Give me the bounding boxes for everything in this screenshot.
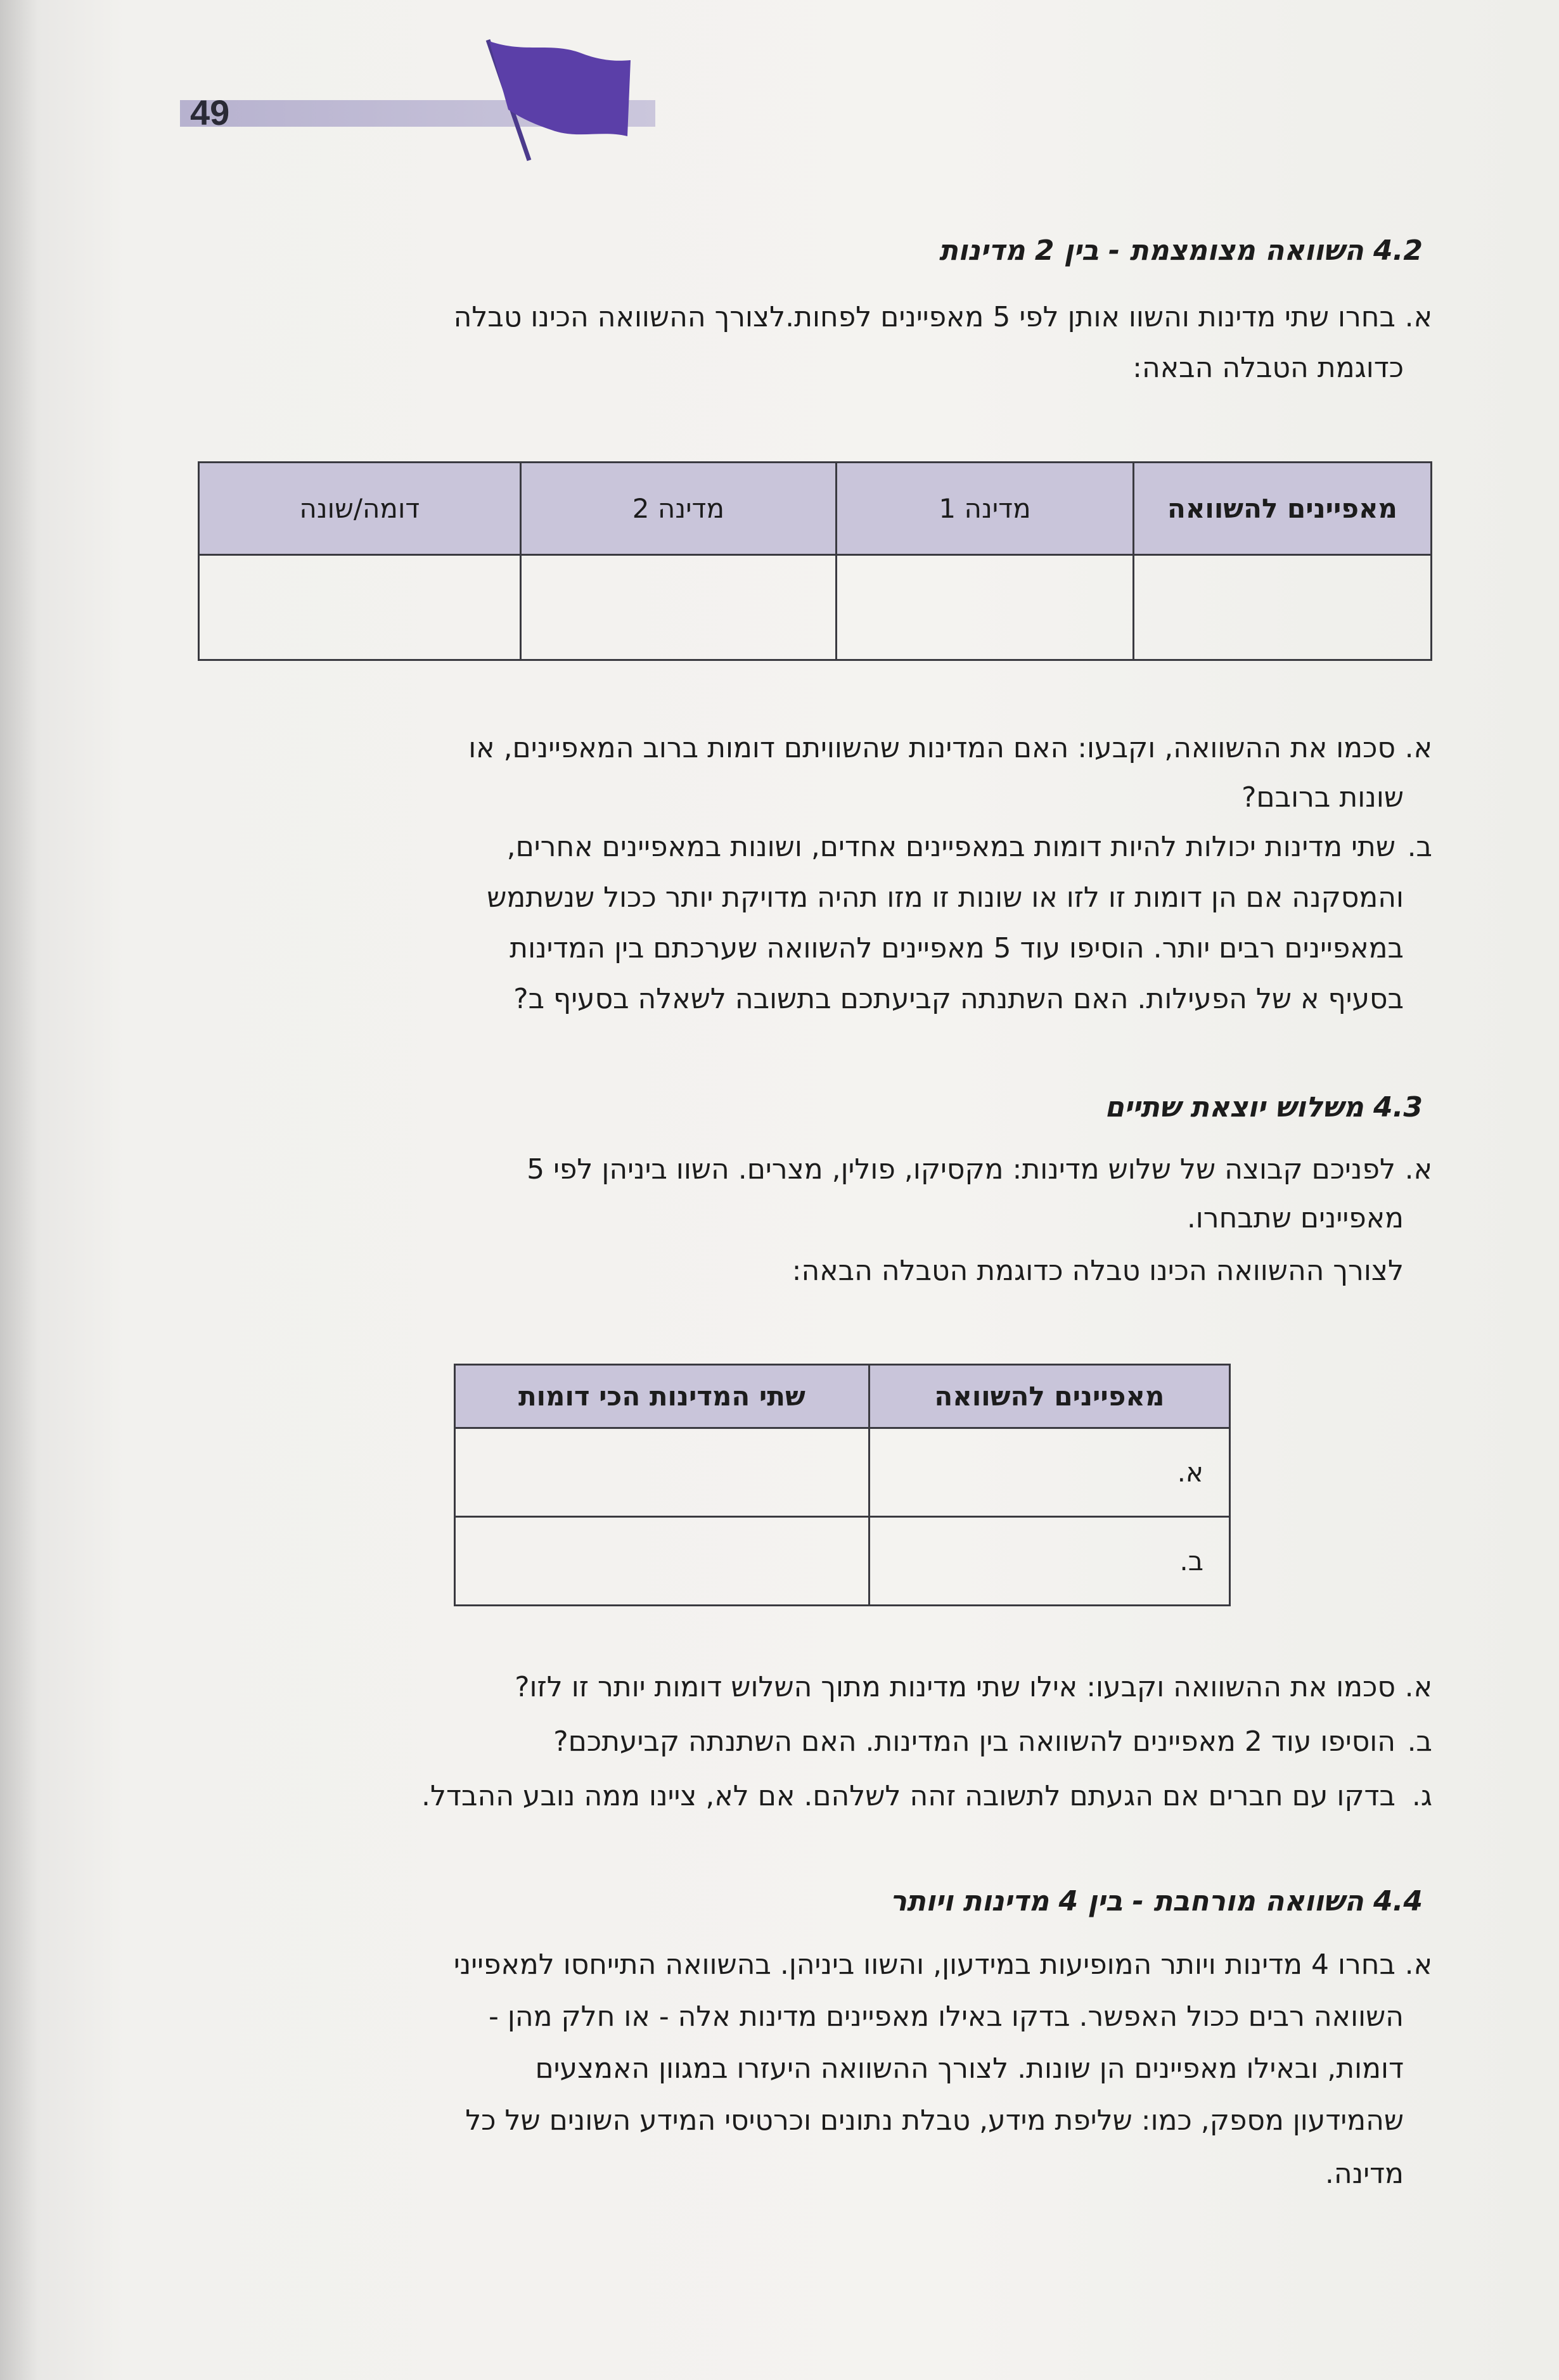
table-header: שתי המדינות הכי דומות [455,1365,869,1428]
table-row-label: ב. [869,1517,1229,1606]
sec44-item-a [454,1939,1432,1991]
table-row-label: א. [869,1428,1229,1517]
item-text: בחרו שתי מדינות והשוו אותן לפי 5 מאפיינים לפחות.לצורך ההשוואה הכינו טבלה [453,301,1395,333]
sec43-question-a [515,1661,1432,1713]
section-4-2-title: 4.2 השוואה מצומצמת - בין 2 מדינות [939,234,1423,267]
sec42-question-b-line4: בסעיף א של הפעילות. האם השתנתה קביעתכם בתשובה לשאלה בסעיף ב? [513,983,1404,1015]
table-cell [837,555,1134,660]
sec43-question-b [553,1716,1432,1768]
item-text: הוסיפו עוד 2 מאפיינים להשוואה בין המדינות. האם השתנתה קביעתכם? [553,1725,1395,1758]
page-gutter-shadow [0,0,38,2380]
table-cell [455,1517,869,1606]
sec42-question-b [507,821,1432,873]
item-marker: א. [1404,1948,1432,1981]
sec42-item-a-line2: כדוגמת הטבלה הבאה: [1132,352,1404,384]
item-text: בדקו עם חברים אם הגעתם לתשובה זהה לשלהם. אם לא, ציינו ממה נובע ההבדל. [421,1780,1395,1812]
sec43-item-a [527,1144,1432,1196]
item-text: סכמו את ההשוואה, וקבעו: האם המדינות שהשוויתם דומות ברוב המאפיינים, או [468,732,1395,764]
sec44-item-a-line4: שהמידעון מספק, כמו: שליפת מידע, טבלת נתונים וכרטיסי המידע השונים של כל [465,2104,1404,2137]
section-4-4-title: 4.4 השוואה מורחבת - בין 4 מדינות ויותר [890,1885,1423,1917]
item-marker: א. [1404,301,1432,333]
sec42-question-a [468,722,1432,774]
item-marker: א. [1404,1671,1432,1703]
sec44-item-a-line5: מדינה. [1325,2158,1404,2190]
sec42-question-a-line2: שונות ברובם? [1241,781,1404,814]
sec42-question-b-line2: והמסקנה אם הן דומות זו לזו או שונות זו מזו תהיה מדויקת יותר ככול שנשתמש [487,881,1404,914]
item-marker: ב. [1407,1725,1432,1758]
sec43-question-c [421,1770,1432,1822]
sec43-item-a-line2: מאפיינים שתבחרו. [1186,1202,1404,1234]
sec42-item-a [454,291,1432,343]
item-marker: א. [1404,1153,1432,1186]
sec43-item-a-line3: לצורך ההשוואה הכינו טבלה כדוגמת הטבלה הבאה: [792,1255,1404,1287]
sec44-item-a-line3: דומות, ובאילו מאפיינים הן שונות. לצורך ההשוואה היעזרו במגוון האמצעים [535,2052,1404,2085]
table-header: דומה/שונה [199,463,521,555]
table-cell [520,555,836,660]
table-header: מדינה 2 [520,463,836,555]
table-header: מאפיינים להשוואה [869,1365,1229,1428]
item-marker: ג. [1411,1780,1432,1812]
item-text: לפניכם קבוצה של שלוש מדינות: מקסיקו, פולין, מצרים. השוו ביניהן לפי 5 [527,1153,1395,1186]
table-cell [455,1428,869,1517]
table-header: מדינה 1 [837,463,1134,555]
item-text: שתי מדינות יכולות להיות דומות במאפיינים אחדים, ושונות במאפיינים אחרים, [506,831,1395,863]
item-marker: ב. [1407,831,1432,863]
section-4-3-title: 4.3 משלוש יוצאת שתיים [1105,1091,1423,1123]
table-cell [199,555,521,660]
table-cell [1133,555,1431,660]
flag-icon [482,35,646,168]
comparison-table-2-countries [198,461,1432,661]
comparison-table-3-countries [454,1364,1231,1606]
item-marker: א. [1404,732,1432,764]
sec42-question-b-line3: במאפיינים רבים יותר. הוסיפו עוד 5 מאפיינים להשוואה שערכתם בין המדינות [510,932,1404,964]
page-number: 49 [190,93,230,132]
item-text: בחרו 4 מדינות ויותר המופיעות במידעון, והשוו ביניהן. בהשוואה התייחסו למאפייני [453,1948,1395,1981]
item-text: סכמו את ההשוואה וקבעו: אילו שתי מדינות מתוך השלוש דומות יותר זו לזו? [515,1671,1395,1703]
sec44-item-a-line2: השוואה רבים ככול האפשר. בדקו באילו מאפיינים מדינות אלה - או חלק מהן - [489,2000,1404,2033]
table-header: מאפיינים להשוואה [1133,463,1431,555]
